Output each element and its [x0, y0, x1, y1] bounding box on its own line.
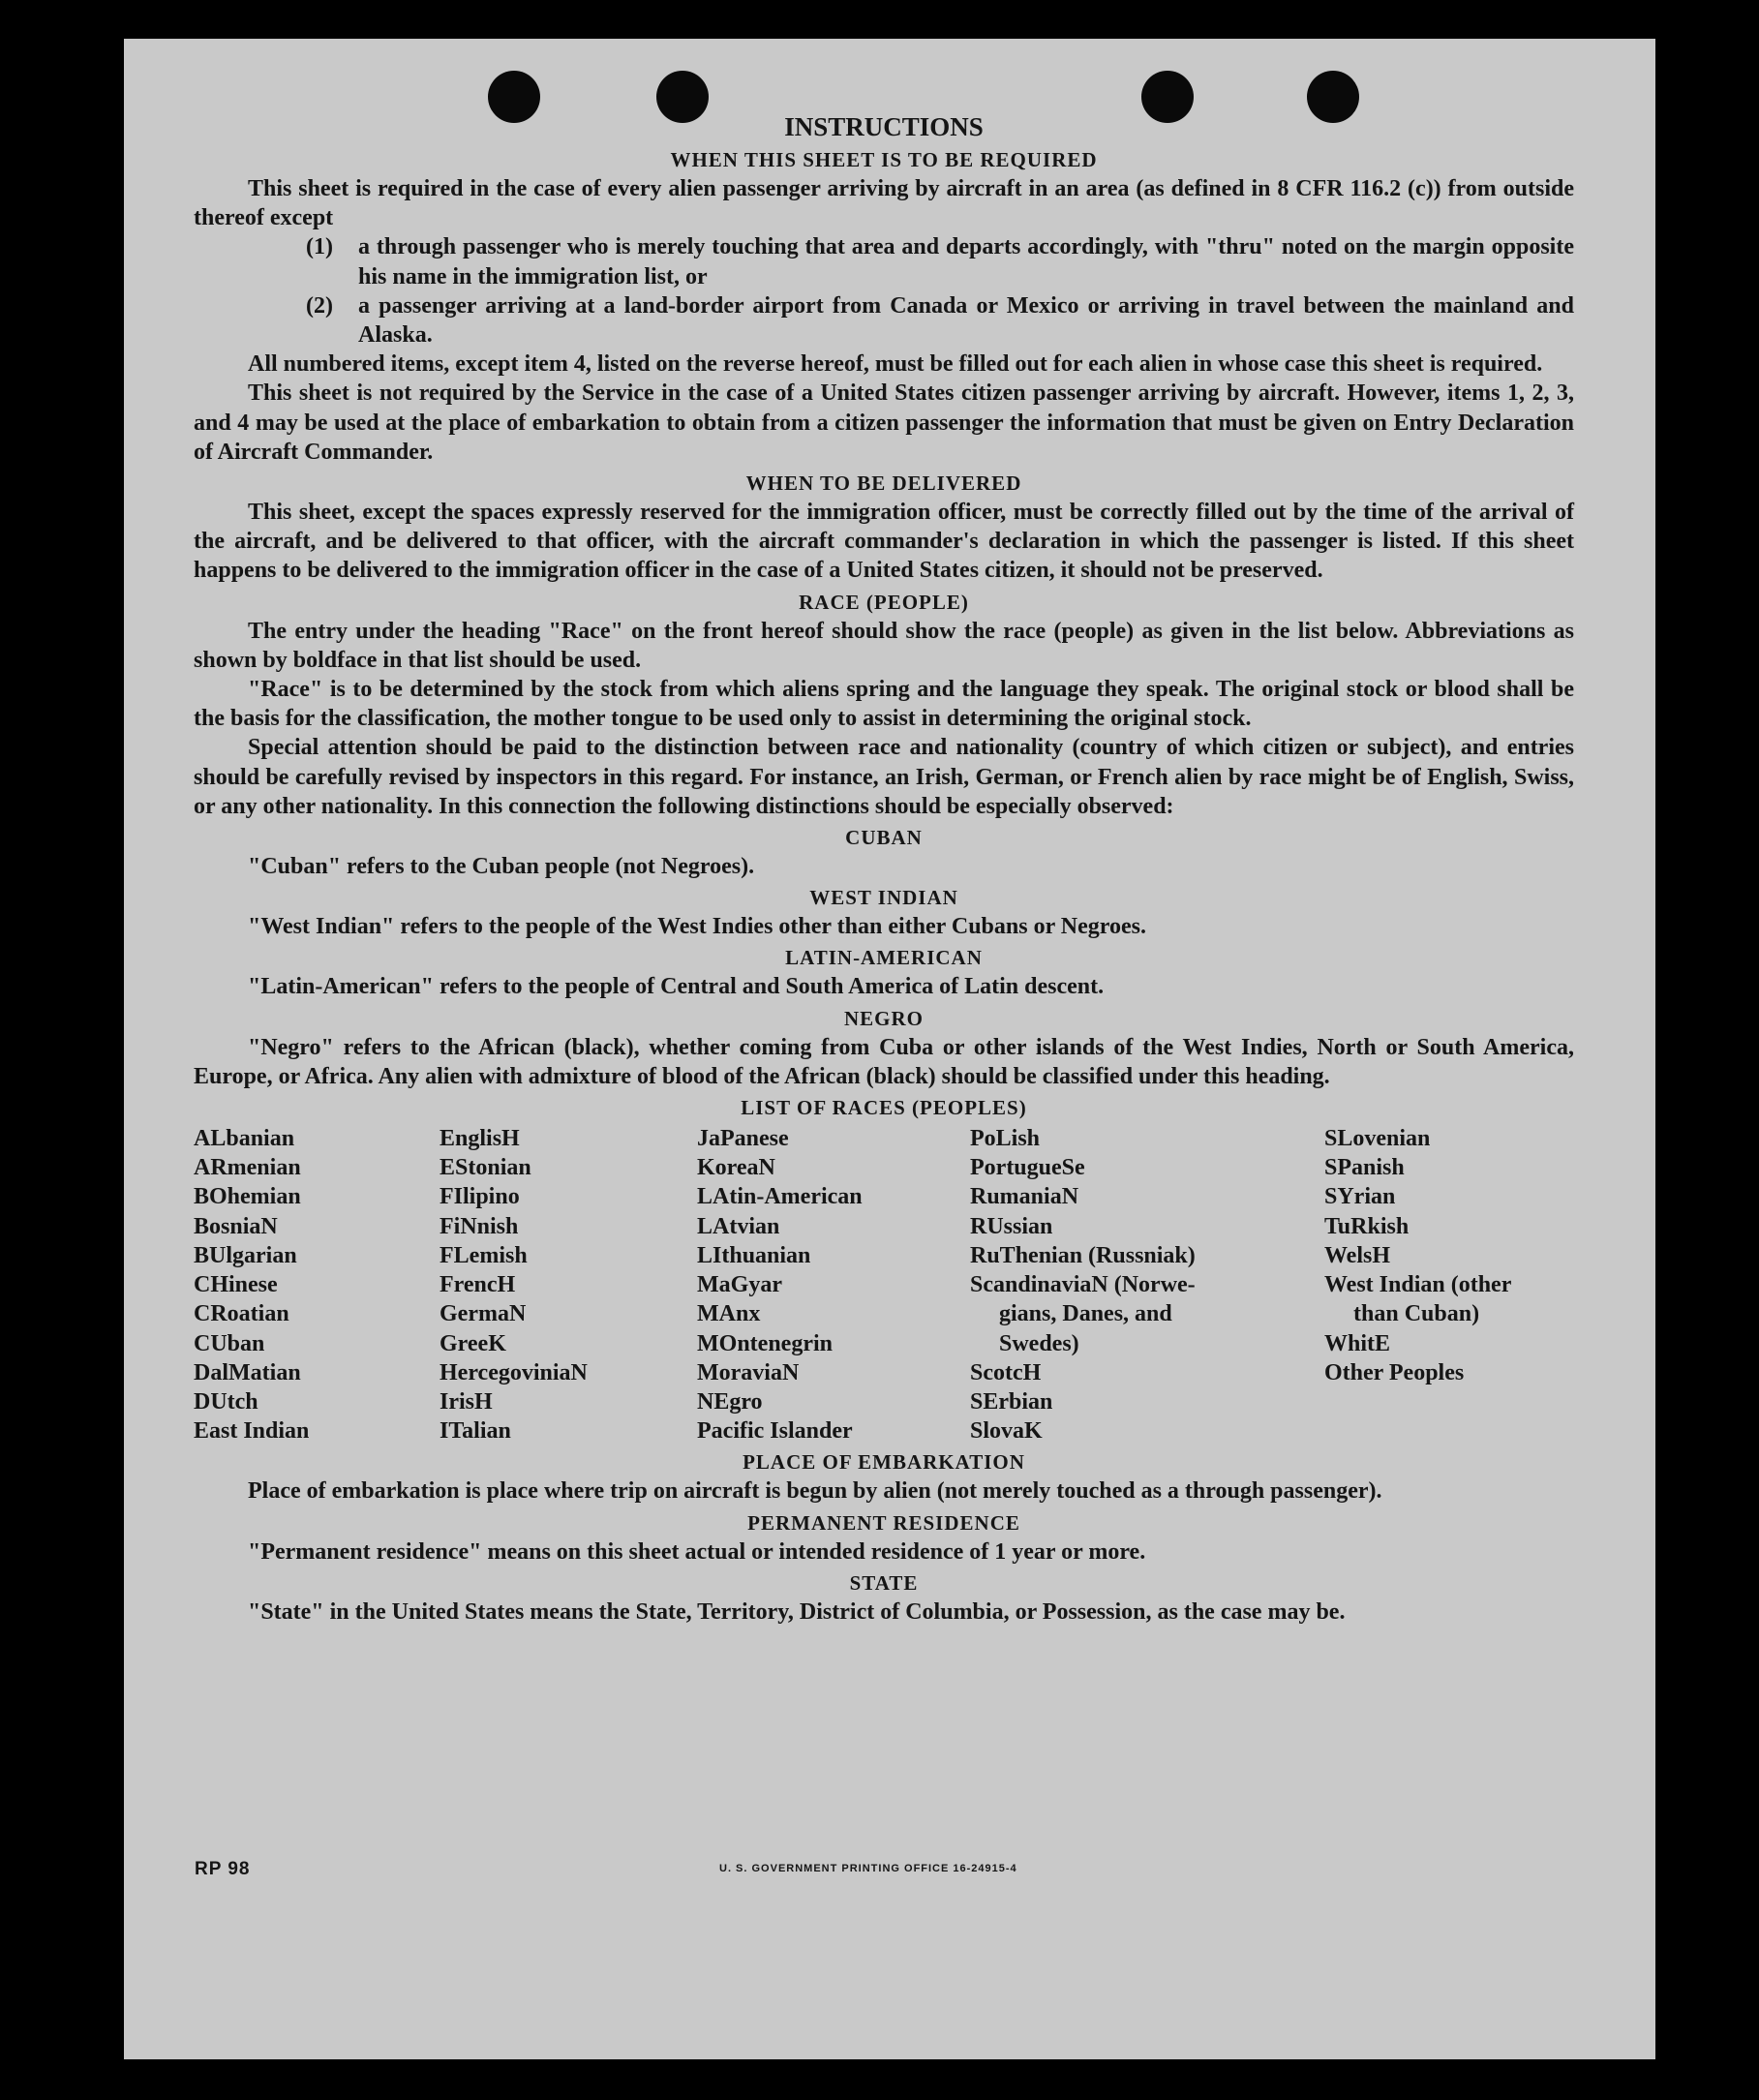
race-entry: ALbanian — [194, 1126, 295, 1152]
race-entry: MoraviaN — [697, 1359, 800, 1385]
race-entry: CHinese — [194, 1272, 278, 1298]
heading-when-required: WHEN THIS SHEET IS TO BE REQUIRED — [670, 148, 1098, 171]
race-entry: EnglisH — [440, 1126, 520, 1152]
paragraph-state: "State" in the United States means the State, Territory, District of Columbia, or Possession, as the case may be. — [248, 1598, 1346, 1625]
races-column-5 — [1324, 1124, 1574, 1446]
paragraph-citizen: This sheet is not required by the Service in the case of a United States citizen passenger arriving by aircraft. However, items 1, 2, 3, and 4 may be used at the place of embarkation to obtain from a citizen passenger the information that must be given on Entry Declaration of Aircraft Commander. — [194, 380, 1574, 465]
paragraph-cuban: "Cuban" refers to the Cuban people (not Negroes). — [248, 854, 755, 880]
race-entry: SLovenian — [1324, 1126, 1431, 1152]
race-entry: SlovaK — [970, 1418, 1043, 1445]
race-entry: DalMatian — [194, 1359, 301, 1385]
heading-west-indian: WEST INDIAN — [809, 886, 958, 910]
race-entry: NEgro — [697, 1388, 763, 1415]
race-entry: FiNnish — [440, 1213, 519, 1239]
paragraph-latin-american: "Latin-American" refers to the people of Central and South America of Latin descent. — [248, 974, 1105, 1000]
heading-list-of-races: LIST OF RACES (PEOPLES) — [741, 1096, 1027, 1120]
race-entry: BosniaN — [194, 1213, 278, 1239]
races-column-1 — [194, 1124, 440, 1446]
race-entry: Swedes) — [999, 1330, 1079, 1356]
race-entry: FLemish — [440, 1242, 528, 1268]
race-entry: East Indian — [194, 1418, 310, 1445]
race-entry: CRoatian — [194, 1301, 289, 1327]
paragraph-race-2: "Race" is to be determined by the stock from which aliens spring and the language they speak. The original stock or blood shall be the basis for the classification, the mother tongue to be used only to assist in determining the original stock. — [194, 677, 1574, 732]
paragraph-negro: "Negro" refers to the African (black), whether coming from Cuba or other islands of the West Indies, North or South America, Europe, or Africa. Any alien with admixture of blood of the African (black) should be classified under this heading. — [194, 1034, 1574, 1089]
race-entry: RUssian — [970, 1213, 1053, 1239]
race-entry: LAtin-American — [697, 1184, 863, 1210]
race-entry: LAtvian — [697, 1213, 780, 1239]
race-entry: HercegoviniaN — [440, 1359, 588, 1385]
race-entry: ITalian — [440, 1418, 511, 1445]
race-entry: BUlgarian — [194, 1242, 297, 1268]
instructions-body — [194, 110, 1574, 1627]
race-entry: West Indian (other — [1324, 1272, 1512, 1298]
race-entry: ScandinaviaN (Norwe- — [970, 1272, 1196, 1298]
races-column-3 — [697, 1124, 970, 1446]
heading-when-delivered: WHEN TO BE DELIVERED — [745, 472, 1022, 496]
page-title: INSTRUCTIONS — [784, 112, 984, 141]
item-number: (1) — [306, 234, 333, 260]
race-entry: Other Peoples — [1324, 1359, 1465, 1385]
race-entry: FIlipino — [440, 1184, 520, 1210]
race-entry: than Cuban) — [1353, 1301, 1480, 1327]
race-entry: JaPanese — [697, 1126, 789, 1152]
race-entry: DUtch — [194, 1388, 258, 1415]
printer-imprint: U. S. GOVERNMENT PRINTING OFFICE 16-24915-4 — [719, 1863, 1017, 1874]
race-entry: Pacific Islander — [697, 1418, 853, 1445]
heading-embarkation: PLACE OF EMBARKATION — [743, 1450, 1025, 1475]
race-entry: SPanish — [1324, 1155, 1405, 1181]
race-entry: BOhemian — [194, 1184, 301, 1210]
paragraph-required-intro: This sheet is required in the case of every alien passenger arriving by aircraft in an area (as defined in 8 CFR 116.2 (c)) from outside thereof except — [194, 176, 1574, 231]
race-entry: TuRkish — [1324, 1213, 1410, 1239]
race-entry: RumaniaN — [970, 1184, 1079, 1210]
document-page — [124, 39, 1655, 2059]
race-entry: PoLish — [970, 1126, 1041, 1152]
paragraph-delivered: This sheet, except the spaces expressly reserved for the immigration officer, must be correctly filled out by the time of the arrival of the aircraft, and be delivered to that officer, with the aircraft commander's declaration in which the passenger is listed. If this sheet happens to be delivered to the immigration officer in the case of a United States citizen, it should not be preserved. — [194, 500, 1574, 584]
race-entry: EStonian — [440, 1155, 531, 1181]
paragraph-permanent-residence: "Permanent residence" means on this sheet actual or intended residence of 1 year or more. — [248, 1538, 1146, 1565]
heading-race: RACE (PEOPLE) — [799, 590, 969, 614]
paragraph-embarkation: Place of embarkation is place where trip on aircraft is begun by alien (not merely touched as a through passenger). — [248, 1478, 1382, 1505]
race-entry: RuThenian (Russniak) — [970, 1242, 1196, 1268]
heading-negro: NEGRO — [843, 1006, 924, 1030]
race-entry: gians, Danes, and — [999, 1301, 1172, 1327]
race-entry: MaGyar — [697, 1272, 782, 1298]
heading-permanent-residence: PERMANENT RESIDENCE — [747, 1510, 1020, 1535]
races-column-2 — [440, 1124, 697, 1446]
exception-item-1 — [194, 232, 1574, 290]
race-entry: FrencH — [440, 1272, 516, 1298]
heading-latin-american: LATIN-AMERICAN — [785, 946, 983, 970]
race-entry: MOntenegrin — [697, 1330, 833, 1356]
races-list — [194, 1124, 1574, 1446]
race-entry: IrisH — [440, 1388, 493, 1415]
race-entry: LIthuanian — [697, 1242, 811, 1268]
race-entry: WhitE — [1324, 1330, 1391, 1356]
exception-item-2 — [194, 291, 1574, 350]
heading-state: STATE — [849, 1570, 919, 1595]
form-number: RP 98 — [195, 1859, 251, 1879]
race-entry: GermaN — [440, 1301, 527, 1327]
races-column-4 — [970, 1124, 1324, 1446]
paragraph-west-indian: "West Indian" refers to the people of the West Indies other than either Cubans or Negroes. — [248, 914, 1146, 940]
paragraph-race-3: Special attention should be paid to the distinction between race and nationality (country of which citizen or subject), and entries should be carefully revised by inspectors in this regard. For instance, an Irish, German, or French alien by race might be of English, Swiss, or any other nationality. In this connection the following distinctions should be especially observed: — [194, 735, 1574, 819]
heading-cuban: CUBAN — [845, 826, 923, 850]
race-entry: ARmenian — [194, 1155, 301, 1181]
race-entry: SErbian — [970, 1388, 1053, 1415]
race-entry: CUban — [194, 1330, 265, 1356]
race-entry: WelsH — [1324, 1242, 1391, 1268]
paragraph-numbered-items: All numbered items, except item 4, listed on the reverse hereof, must be filled out for each alien in whose case this sheet is required. — [248, 351, 1543, 378]
race-entry: KoreaN — [697, 1155, 775, 1181]
paragraph-race-1: The entry under the heading "Race" on the front hereof should show the race (people) as given in the list below. Abbreviations as shown by boldface in that list should be used. — [194, 618, 1574, 673]
race-entry: SYrian — [1324, 1184, 1396, 1210]
race-entry: MAnx — [697, 1301, 761, 1327]
race-entry: GreeK — [440, 1330, 506, 1356]
item-number: (2) — [306, 292, 333, 319]
item-text: a passenger arriving at a land-border airport from Canada or Mexico or arriving in travel between the mainland and Alaska. — [358, 292, 1574, 349]
item-text: a through passenger who is merely touching that area and departs accordingly, with "thru" noted on the margin opposite his name in the immigration list, or — [358, 234, 1574, 289]
race-entry: PortugueSe — [970, 1155, 1085, 1181]
race-entry: ScotcH — [970, 1359, 1042, 1385]
